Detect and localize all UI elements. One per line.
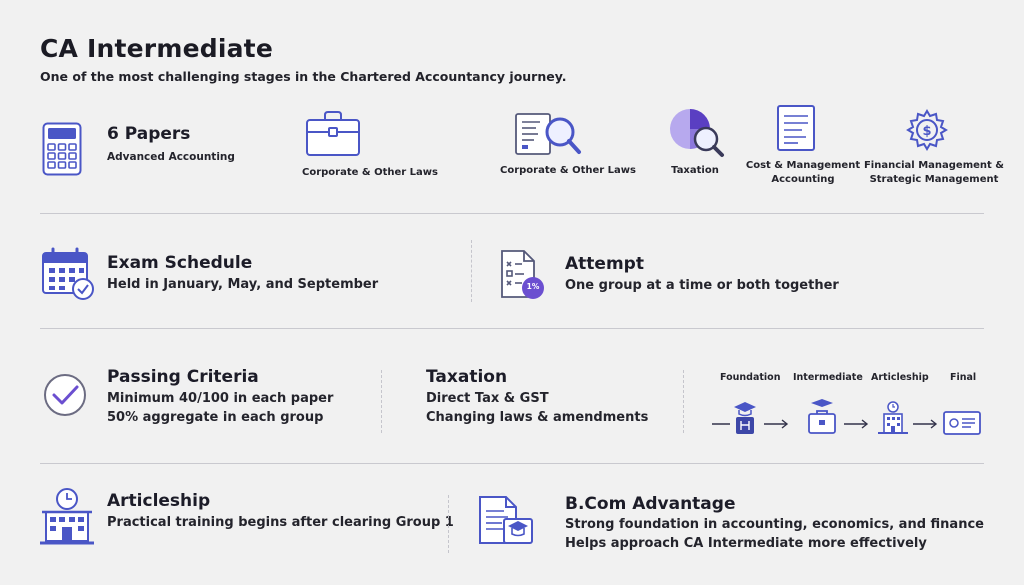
certificate-icon [944,412,980,434]
column-divider [448,495,449,553]
office-building-clock-icon [38,487,96,547]
path-step-final: Final [950,372,977,383]
page-subtitle: One of the most challenging stages in the Chartered Accountancy journey. [40,69,567,84]
attempt-badge: 1% [526,282,540,291]
articleship-heading: Articleship [107,491,211,511]
page-title: CA Intermediate [40,34,273,63]
path-step-foundation: Foundation [720,372,781,383]
exam-schedule-heading: Exam Schedule [107,253,253,273]
svg-text:$: $ [922,124,932,139]
path-step-intermediate: Intermediate [793,372,863,383]
bcom-heading: B.Com Advantage [565,494,736,514]
document-search-icon [514,112,582,156]
articleship-text: Practical training begins after clearing Group 1 [107,515,454,530]
column-divider [683,370,684,433]
paper-advanced-accounting: Advanced Accounting [107,151,235,163]
graduation-cap-icon [734,402,756,434]
paper-financial-management: Financial Management & Strategic Management [863,160,1005,185]
papers-heading: 6 Papers [107,124,191,144]
taxation-line1: Direct Tax & GST [426,391,549,406]
checklist-badge-icon [500,249,546,301]
building-icon [878,402,908,433]
gear-dollar-icon [905,108,949,152]
attempt-heading: Attempt [565,254,644,274]
calendar-check-icon [41,247,95,301]
passing-criteria-line2: 50% aggregate in each group [107,410,324,425]
column-divider [471,240,472,302]
section-divider [40,328,984,329]
briefcase-cap-icon [809,399,835,433]
document-graduation-icon [478,495,536,547]
bcom-line1: Strong foundation in accounting, economics, and finance [565,517,984,532]
report-icon [776,104,816,152]
paper-cost-management: Cost & Management Accounting [745,160,861,185]
paper-taxation: Taxation [671,165,719,176]
path-step-articleship: Articleship [871,372,929,383]
section-divider [40,463,984,464]
check-circle-icon [43,373,87,417]
calculator-icon [42,122,82,176]
bcom-line2: Helps approach CA Intermediate more effectively [565,536,927,551]
briefcase-icon [305,110,361,158]
passing-criteria-heading: Passing Criteria [107,367,259,387]
taxation-heading: Taxation [426,367,508,387]
paper-corporate-laws-1: Corporate & Other Laws [301,167,438,178]
section-divider [40,213,984,214]
column-divider [381,370,382,433]
pie-chart-search-icon [666,107,726,159]
attempt-text: One group at a time or both together [565,278,839,293]
taxation-line2: Changing laws & amendments [426,410,649,425]
paper-corporate-laws-2: Corporate & Other Laws [499,165,636,176]
passing-criteria-line1: Minimum 40/100 in each paper [107,391,334,406]
exam-schedule-text: Held in January, May, and September [107,277,379,292]
career-path-diagram [712,399,984,439]
